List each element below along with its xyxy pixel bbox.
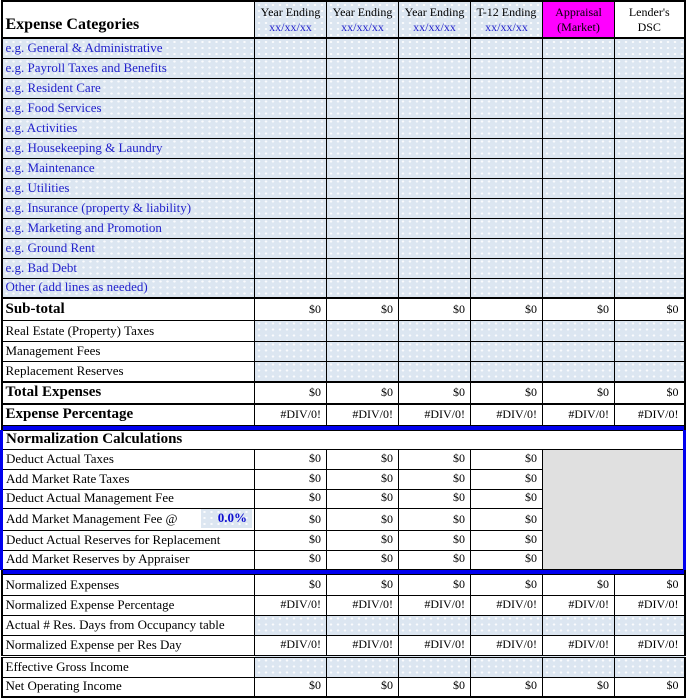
row-label: e.g. Resident Care	[2, 78, 255, 98]
input-cell[interactable]	[399, 58, 471, 78]
input-cell[interactable]	[255, 38, 327, 58]
row-label: Sub-total	[2, 298, 255, 320]
input-cell[interactable]	[543, 341, 615, 361]
value-cell: #DIV/0!	[255, 635, 327, 656]
row-label: Normalized Expense Percentage	[2, 595, 255, 615]
value-cell: #DIV/0!	[255, 404, 327, 425]
value-cell: $0	[471, 677, 543, 697]
value-cell: $0	[471, 574, 543, 595]
not-applicable-region	[543, 449, 685, 569]
col-header-lenders-dsc	[615, 1, 685, 38]
input-cell[interactable]	[255, 656, 327, 677]
value-cell: $0	[399, 574, 471, 595]
row-label: Effective Gross Income	[2, 656, 255, 677]
value-cell: $0	[255, 298, 327, 320]
input-cell[interactable]	[327, 98, 399, 118]
value-cell: $0	[327, 449, 399, 469]
input-cell[interactable]	[327, 238, 399, 258]
input-cell[interactable]	[615, 138, 685, 158]
input-cell[interactable]	[471, 656, 543, 677]
input-cell[interactable]	[399, 178, 471, 198]
row-label: Net Operating Income	[2, 677, 255, 697]
row-label: Expense Percentage	[2, 404, 255, 425]
input-cell[interactable]	[399, 238, 471, 258]
input-cell[interactable]	[399, 78, 471, 98]
input-cell[interactable]	[615, 341, 685, 361]
row-label: Actual # Res. Days from Occupancy table	[2, 615, 255, 635]
input-cell[interactable]	[327, 361, 399, 382]
value-cell: $0	[471, 382, 543, 404]
value-cell: $0	[327, 298, 399, 320]
row-label: e.g. Insurance (property & liability)	[2, 198, 255, 218]
input-cell[interactable]	[255, 341, 327, 361]
row-label: e.g. Ground Rent	[2, 238, 255, 258]
value-cell: #DIV/0!	[399, 404, 471, 425]
input-cell[interactable]	[255, 118, 327, 138]
input-cell[interactable]	[399, 258, 471, 278]
row-label: Deduct Actual Management Fee	[2, 489, 255, 508]
input-cell[interactable]	[543, 361, 615, 382]
table-row	[2, 341, 685, 361]
input-cell[interactable]	[255, 198, 327, 218]
input-cell[interactable]	[471, 615, 543, 635]
management-fee-input[interactable]: 0.0%	[201, 509, 252, 528]
row-label: Other (add lines as needed)	[2, 278, 255, 298]
input-cell[interactable]	[399, 98, 471, 118]
value-cell: $0	[255, 449, 327, 469]
input-cell[interactable]	[543, 278, 615, 298]
table-row	[2, 78, 685, 98]
value-cell: $0	[399, 508, 471, 530]
row-label: e.g. Bad Debt	[2, 258, 255, 278]
value-cell: $0	[615, 382, 685, 404]
input-cell[interactable]	[255, 320, 327, 341]
input-cell[interactable]	[399, 138, 471, 158]
value-cell: $0	[543, 298, 615, 320]
input-cell[interactable]	[327, 118, 399, 138]
input-cell[interactable]	[327, 341, 399, 361]
row-label: e.g. Maintenance	[2, 158, 255, 178]
table-row	[2, 449, 685, 469]
input-cell[interactable]	[543, 58, 615, 78]
value-cell: $0	[399, 677, 471, 697]
value-cell: #DIV/0!	[543, 595, 615, 615]
input-cell[interactable]	[471, 218, 543, 238]
input-cell[interactable]	[471, 258, 543, 278]
row-label: Real Estate (Property) Taxes	[2, 320, 255, 341]
table-row	[2, 320, 685, 341]
value-cell: $0	[327, 574, 399, 595]
input-cell[interactable]	[399, 218, 471, 238]
input-cell[interactable]	[615, 238, 685, 258]
input-cell[interactable]	[615, 320, 685, 341]
input-cell[interactable]	[327, 656, 399, 677]
input-cell[interactable]	[327, 320, 399, 341]
input-cell[interactable]	[255, 258, 327, 278]
table-row	[2, 430, 685, 449]
value-cell: $0	[255, 677, 327, 697]
row-label: e.g. Activities	[2, 118, 255, 138]
input-cell[interactable]	[543, 158, 615, 178]
input-cell[interactable]	[615, 278, 685, 298]
input-cell[interactable]	[399, 615, 471, 635]
input-cell[interactable]	[255, 361, 327, 382]
value-cell: #DIV/0!	[615, 595, 685, 615]
input-cell[interactable]	[255, 58, 327, 78]
input-cell[interactable]	[327, 218, 399, 238]
header-line2: xx/xx/xx	[341, 19, 384, 34]
header-line1: T-12 Ending	[476, 4, 537, 19]
input-cell[interactable]	[255, 158, 327, 178]
table-row	[2, 158, 685, 178]
header-line2: xx/xx/xx	[485, 19, 528, 34]
input-cell[interactable]	[615, 178, 685, 198]
table-row	[2, 382, 685, 404]
input-cell[interactable]	[543, 656, 615, 677]
input-cell[interactable]	[399, 38, 471, 58]
input-cell[interactable]	[543, 178, 615, 198]
input-cell[interactable]	[615, 615, 685, 635]
input-cell[interactable]	[255, 218, 327, 238]
col-header-appraisal-market	[543, 1, 615, 38]
row-label: Replacement Reserves	[2, 361, 255, 382]
input-cell[interactable]	[471, 278, 543, 298]
table-row	[2, 278, 685, 298]
header-line2: (Market)	[557, 19, 600, 34]
row-label-text: Add Market Management Fee @	[6, 510, 178, 526]
row-label: e.g. Payroll Taxes and Benefits	[2, 58, 255, 78]
input-cell[interactable]	[327, 615, 399, 635]
value-cell: $0	[399, 530, 471, 550]
input-cell[interactable]	[255, 238, 327, 258]
value-cell: $0	[327, 469, 399, 489]
input-cell[interactable]	[471, 58, 543, 78]
input-cell[interactable]	[471, 118, 543, 138]
row-label: Add Market Rate Taxes	[2, 469, 255, 489]
value-cell: $0	[543, 574, 615, 595]
value-cell: $0	[255, 550, 327, 569]
col-header-t12-ending	[471, 1, 543, 38]
table-row	[2, 218, 685, 238]
input-cell[interactable]	[543, 238, 615, 258]
value-cell: $0	[543, 677, 615, 697]
input-cell[interactable]	[327, 138, 399, 158]
input-cell[interactable]	[615, 158, 685, 178]
input-cell[interactable]	[255, 78, 327, 98]
value-cell: $0	[471, 298, 543, 320]
col-header-year-ending-2	[327, 1, 399, 38]
table-row	[2, 404, 685, 425]
header-line2: xx/xx/xx	[269, 19, 312, 34]
input-cell[interactable]	[615, 656, 685, 677]
value-cell: $0	[327, 530, 399, 550]
value-cell: $0	[399, 550, 471, 569]
input-cell[interactable]	[471, 198, 543, 218]
value-cell: #DIV/0!	[615, 404, 685, 425]
input-cell[interactable]	[615, 258, 685, 278]
value-cell: $0	[399, 469, 471, 489]
input-cell[interactable]	[471, 341, 543, 361]
input-cell[interactable]	[327, 258, 399, 278]
table-row	[2, 635, 685, 656]
input-cell[interactable]	[615, 98, 685, 118]
table-row	[2, 361, 685, 382]
value-cell: $0	[399, 449, 471, 469]
value-cell: #DIV/0!	[543, 404, 615, 425]
value-cell: $0	[327, 677, 399, 697]
table-row	[2, 595, 685, 615]
input-cell[interactable]	[543, 218, 615, 238]
value-cell: $0	[399, 298, 471, 320]
value-cell: $0	[327, 550, 399, 569]
value-cell: $0	[471, 489, 543, 508]
table-row	[2, 198, 685, 218]
input-cell[interactable]	[471, 178, 543, 198]
input-cell[interactable]	[471, 238, 543, 258]
table-row	[2, 656, 685, 677]
value-cell: $0	[255, 469, 327, 489]
value-cell: #DIV/0!	[327, 595, 399, 615]
value-cell: $0	[327, 508, 399, 530]
input-cell[interactable]	[615, 38, 685, 58]
table-row	[2, 615, 685, 635]
value-cell: $0	[471, 550, 543, 569]
value-cell: $0	[615, 574, 685, 595]
value-cell: $0	[399, 382, 471, 404]
value-cell: #DIV/0!	[471, 635, 543, 656]
row-label: e.g. Marketing and Promotion	[2, 218, 255, 238]
value-cell: $0	[471, 469, 543, 489]
input-cell[interactable]	[543, 138, 615, 158]
col-header-expense-categories: Expense Categories	[2, 1, 255, 38]
input-cell[interactable]	[399, 341, 471, 361]
input-cell[interactable]	[471, 320, 543, 341]
header-line1: Year Ending	[260, 4, 321, 19]
input-cell[interactable]	[615, 361, 685, 382]
header-line2: xx/xx/xx	[413, 19, 456, 34]
value-cell: $0	[327, 489, 399, 508]
value-cell: $0	[255, 530, 327, 550]
value-cell: $0	[255, 489, 327, 508]
input-cell[interactable]	[471, 361, 543, 382]
table-row	[2, 178, 685, 198]
table-row	[2, 298, 685, 320]
row-label: Total Expenses	[2, 382, 255, 404]
value-cell: $0	[399, 489, 471, 508]
input-cell[interactable]	[327, 278, 399, 298]
input-cell[interactable]	[543, 98, 615, 118]
row-label: Management Fees	[2, 341, 255, 361]
input-cell[interactable]	[255, 615, 327, 635]
table-row	[2, 238, 685, 258]
row-label: e.g. General & Administrative	[2, 38, 255, 58]
value-cell: #DIV/0!	[615, 635, 685, 656]
header-row	[2, 1, 685, 38]
row-label: e.g. Housekeeping & Laundry	[2, 138, 255, 158]
col-header-year-ending-1	[255, 1, 327, 38]
table-row	[2, 258, 685, 278]
input-cell[interactable]	[615, 118, 685, 138]
input-cell[interactable]	[471, 38, 543, 58]
input-cell[interactable]	[615, 218, 685, 238]
header-line1: Year Ending	[332, 4, 393, 19]
value-cell: #DIV/0!	[327, 635, 399, 656]
value-cell: #DIV/0!	[471, 595, 543, 615]
section-title: Normalization Calculations	[2, 430, 685, 449]
input-cell[interactable]	[399, 656, 471, 677]
value-cell: $0	[471, 449, 543, 469]
row-label	[2, 508, 255, 530]
header-line1: Appraisal	[555, 4, 602, 19]
value-cell: $0	[615, 298, 685, 320]
row-label: Normalized Expenses	[2, 574, 255, 595]
input-cell[interactable]	[327, 178, 399, 198]
input-cell[interactable]	[543, 320, 615, 341]
input-cell[interactable]	[543, 38, 615, 58]
value-cell: #DIV/0!	[399, 635, 471, 656]
value-cell: $0	[615, 677, 685, 697]
input-cell[interactable]	[327, 198, 399, 218]
value-cell: $0	[471, 530, 543, 550]
table-row	[2, 38, 685, 58]
header-line2: DSC	[637, 19, 661, 34]
input-cell[interactable]	[543, 258, 615, 278]
header-line1: Lender's	[628, 4, 670, 19]
row-label: Add Market Reserves by Appraiser	[2, 550, 255, 569]
value-cell: #DIV/0!	[255, 595, 327, 615]
input-cell[interactable]	[255, 178, 327, 198]
table-row	[2, 118, 685, 138]
value-cell: $0	[255, 382, 327, 404]
input-cell[interactable]	[399, 278, 471, 298]
input-cell[interactable]	[615, 58, 685, 78]
input-cell[interactable]	[399, 198, 471, 218]
value-cell: $0	[255, 508, 327, 530]
table-row	[2, 98, 685, 118]
row-label: Normalized Expense per Res Day	[2, 635, 255, 656]
table-row	[2, 138, 685, 158]
value-cell: #DIV/0!	[543, 635, 615, 656]
input-cell[interactable]	[399, 361, 471, 382]
table-row	[2, 58, 685, 78]
input-cell[interactable]	[471, 78, 543, 98]
value-cell: $0	[327, 382, 399, 404]
input-cell[interactable]	[327, 38, 399, 58]
value-cell: $0	[255, 574, 327, 595]
row-label: e.g. Food Services	[2, 98, 255, 118]
input-cell[interactable]	[543, 198, 615, 218]
input-cell[interactable]	[327, 58, 399, 78]
input-cell[interactable]	[327, 158, 399, 178]
input-cell[interactable]	[471, 138, 543, 158]
input-cell[interactable]	[327, 78, 399, 98]
row-label: e.g. Utilities	[2, 178, 255, 198]
input-cell[interactable]	[471, 98, 543, 118]
input-cell[interactable]	[399, 320, 471, 341]
value-cell: $0	[471, 508, 543, 530]
input-cell[interactable]	[399, 118, 471, 138]
table-row	[2, 677, 685, 697]
input-cell[interactable]	[615, 78, 685, 98]
input-cell[interactable]	[399, 158, 471, 178]
col-header-year-ending-3	[399, 1, 471, 38]
input-cell[interactable]	[255, 278, 327, 298]
input-cell[interactable]	[543, 615, 615, 635]
input-cell[interactable]	[615, 198, 685, 218]
value-cell: #DIV/0!	[471, 404, 543, 425]
header-line1: Year Ending	[404, 4, 465, 19]
table-row	[2, 574, 685, 595]
value-cell: $0	[543, 382, 615, 404]
input-cell[interactable]	[255, 138, 327, 158]
value-cell: #DIV/0!	[327, 404, 399, 425]
input-cell[interactable]	[255, 98, 327, 118]
row-label: Deduct Actual Taxes	[2, 449, 255, 469]
input-cell[interactable]	[543, 78, 615, 98]
value-cell: #DIV/0!	[399, 595, 471, 615]
input-cell[interactable]	[543, 118, 615, 138]
row-label: Deduct Actual Reserves for Replacement	[2, 530, 255, 550]
input-cell[interactable]	[471, 158, 543, 178]
